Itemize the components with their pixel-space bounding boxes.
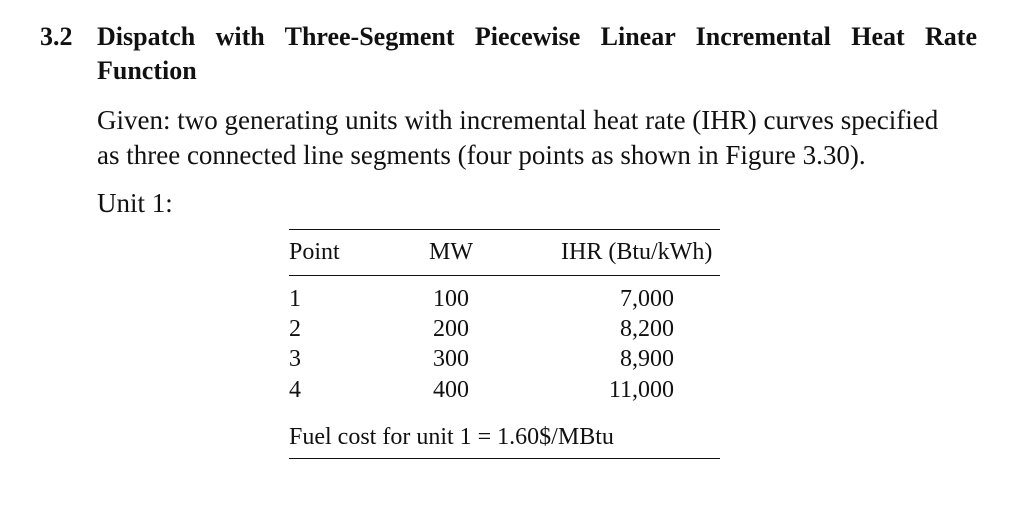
row-4-ihr: 11,000 [608, 377, 674, 403]
row-2-ihr: 8,200 [620, 316, 674, 342]
header-point: Point [289, 239, 340, 265]
row-3-ihr: 8,900 [620, 346, 674, 372]
row-1-ihr: 7,000 [620, 286, 674, 312]
section-number: 3.2 [40, 22, 73, 51]
row-2-mw: 200 [433, 316, 469, 342]
fuel-cost-footnote: Fuel cost for unit 1 = 1.60$/MBtu [289, 424, 614, 450]
table-header-rule [289, 275, 720, 276]
row-4-point: 4 [289, 377, 301, 403]
row-3-point: 3 [289, 346, 301, 372]
intro-paragraph [97, 103, 977, 173]
table-top-rule [289, 229, 720, 230]
intro-line-1: Given: two generating units with incremental heat rate (IHR) curves specified [97, 105, 939, 135]
section-title: Dispatch with Three-Segment Piecewise Linear Incremental Heat Rate Function [97, 22, 977, 85]
header-mw: MW [429, 239, 473, 265]
table-bottom-rule [289, 458, 720, 459]
unit-label: Unit 1: [97, 188, 173, 218]
row-2-point: 2 [289, 316, 301, 342]
row-1-point: 1 [289, 286, 301, 312]
intro-line-2: as three connected line segments (four points as shown in Figure 3.30). [97, 140, 866, 170]
row-1-mw: 100 [433, 286, 469, 312]
header-ihr: IHR (Btu/kWh) [561, 239, 713, 265]
row-4-mw: 400 [433, 377, 469, 403]
row-3-mw: 300 [433, 346, 469, 372]
